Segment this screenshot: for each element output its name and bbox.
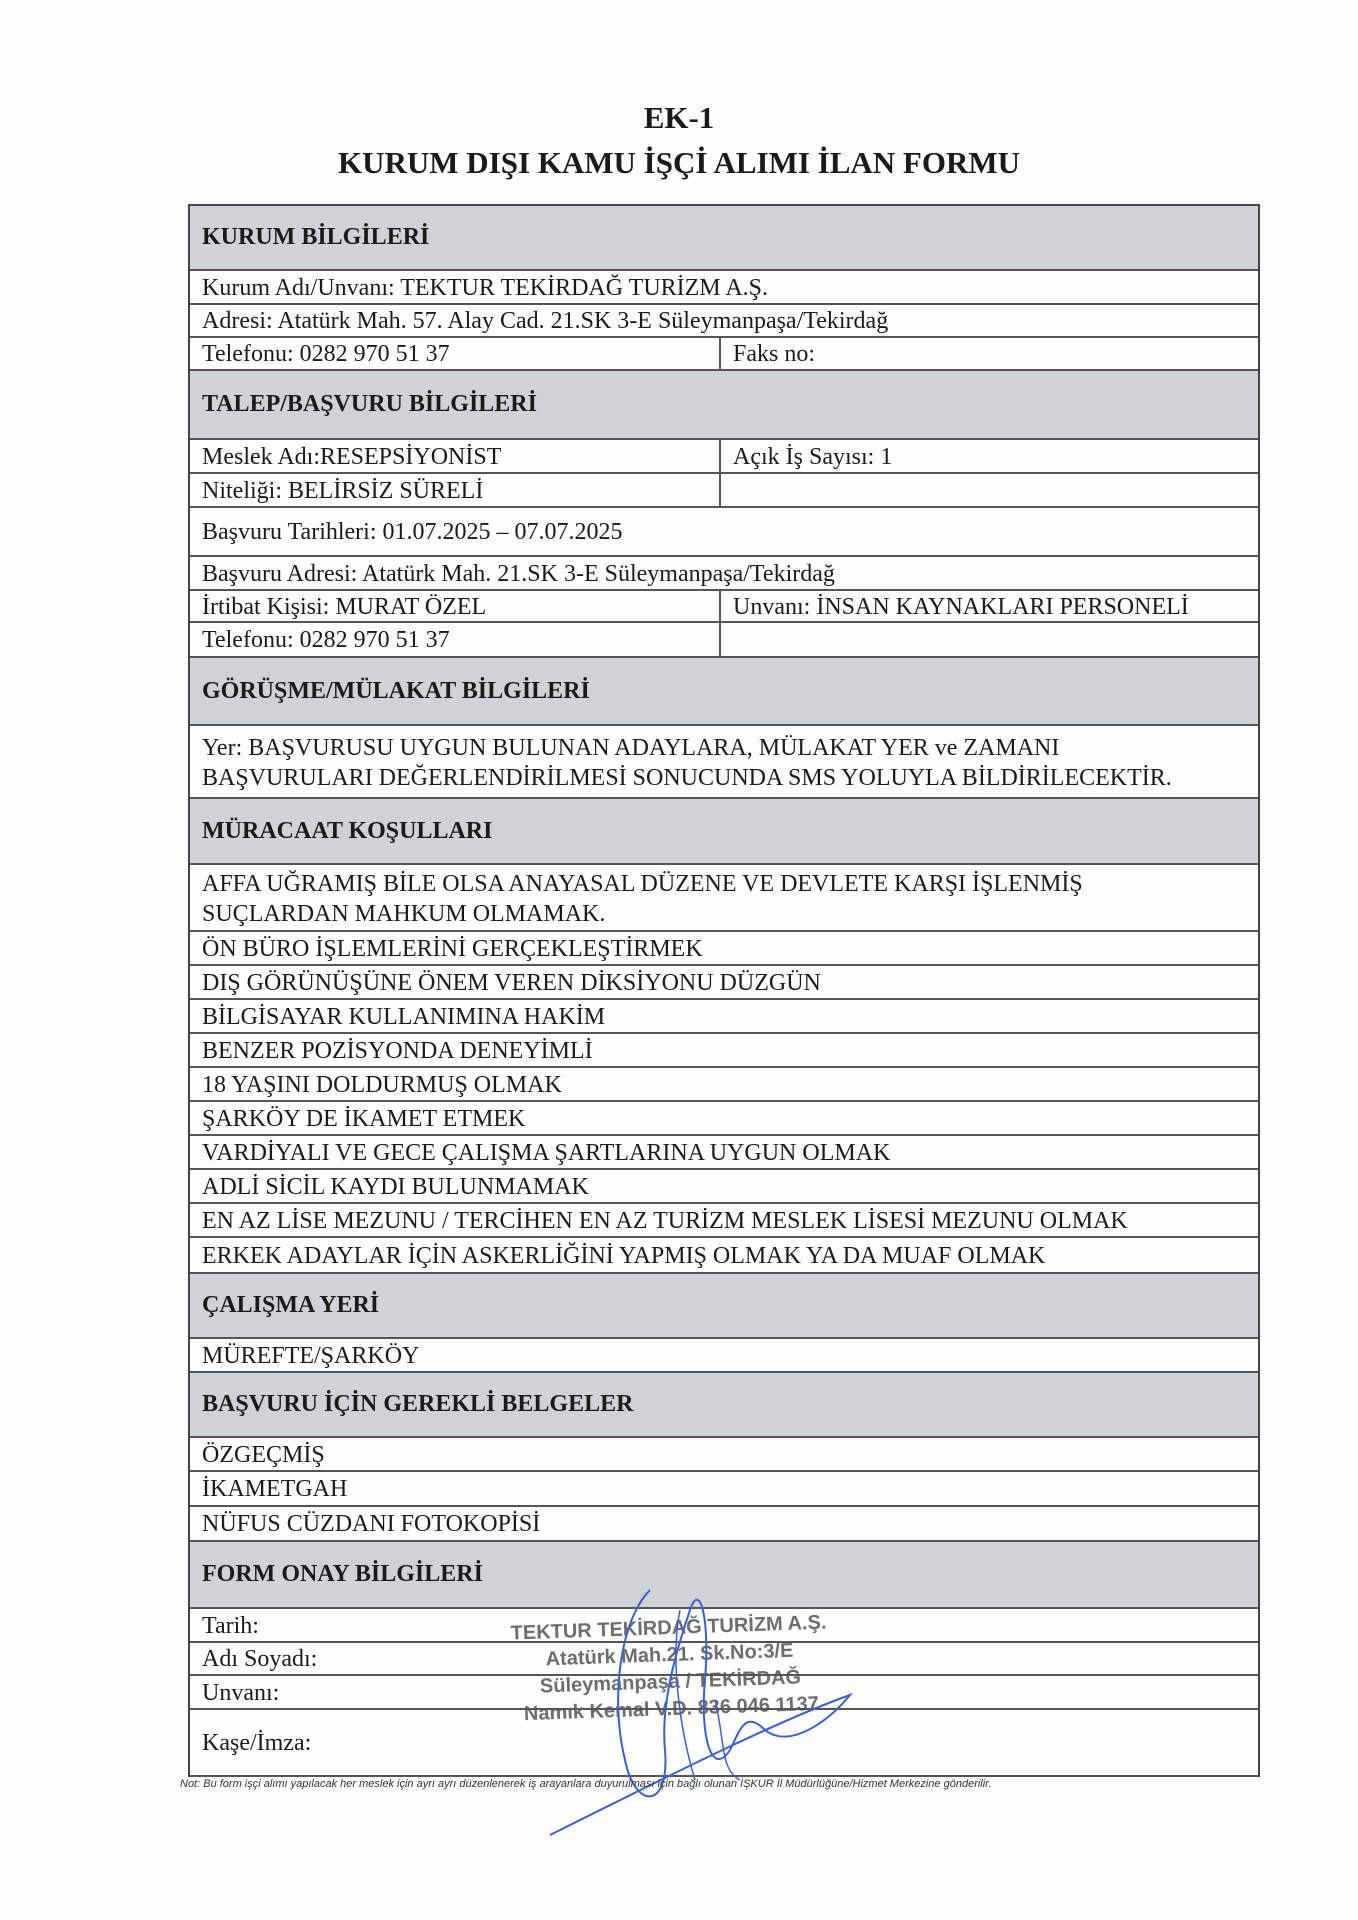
doc-code: EK-1 <box>643 100 715 135</box>
muracaat-item: BENZER POZİSYONDA DENEYİMLİ <box>202 1037 593 1064</box>
niteligi: Niteliği: BELİRSİZ SÜRELİ <box>190 474 721 506</box>
belge-item: NÜFUS CÜZDANI FOTOKOPİSİ <box>202 1511 541 1537</box>
muracaat-line-2: SUÇLARDAN MAHKUM OLMAMAK. <box>202 900 606 927</box>
stamp-line: Namık Kemal V.D. 836 046 1137 <box>523 1692 820 1726</box>
kurum-adres: Adresi: Atatürk Mah. 57. Alay Cad. 21.SK 3-E Süleymanpaşa/Tekirdağ <box>202 308 889 334</box>
muracaat-item: ÖN BÜRO İŞLEMLERİNİ GERÇEKLEŞTİRMEK <box>202 935 703 962</box>
form-table <box>188 204 1260 1777</box>
section-calisma: ÇALIŞMA YERİ <box>190 1274 1258 1339</box>
signature-icon <box>530 1580 870 1840</box>
doc-title: KURUM DIŞI KAMU İŞÇİ ALIMI İLAN FORMU <box>337 145 1021 180</box>
acik-is-sayisi: Açık İş Sayısı: 1 <box>733 443 893 470</box>
gorusme-yer <box>190 726 1258 797</box>
onay-tarih: Tarih: <box>202 1612 259 1639</box>
kurum-telefon: Telefonu: 0282 970 51 37 <box>190 338 721 369</box>
stamp-line: TEKTUR TEKİRDAĞ TURİZM A.Ş. <box>510 1611 827 1645</box>
basvuru-tarihleri: Başvuru Tarihleri: 01.07.2025 – 07.07.2025 <box>202 519 623 545</box>
muracaat-item: ERKEK ADAYLAR İÇİN ASKERLİĞİNİ YAPMIŞ OLMAK YA DA MUAF OLMAK <box>202 1242 1046 1269</box>
kurum-faks: Faks no: <box>733 341 816 367</box>
irtibat-unvan: Unvanı: İNSAN KAYNAKLARI PERSONELİ <box>733 593 1189 620</box>
gorusme-line-1: Yer: BAŞVURUSU UYGUN BULUNAN ADAYLARA, MÜLAKAT YER ve ZAMANI <box>202 734 1060 761</box>
section-onay: FORM ONAY BİLGİLERİ <box>190 1542 1258 1609</box>
muracaat-item: DIŞ GÖRÜNÜŞÜNE ÖNEM VEREN DİKSİYONU DÜZGÜN <box>202 969 821 996</box>
muracaat-item: VARDİYALI VE GECE ÇALIŞMA ŞARTLARINA UYGUN OLMAK <box>202 1139 891 1166</box>
onay-kase-imza: Kaşe/İmza: <box>202 1730 312 1756</box>
onay-adi-soyadi: Adı Soyadı: <box>202 1646 318 1672</box>
section-muracaat: MÜRACAAT KOŞULLARI <box>190 799 1258 865</box>
belge-item: İKAMETGAH <box>202 1476 348 1502</box>
meslek-adi: Meslek Adı:RESEPSİYONİST <box>190 440 721 472</box>
irtibat-telefon: Telefonu: 0282 970 51 37 <box>190 623 721 656</box>
muracaat-item: ŞARKÖY DE İKAMET ETMEK <box>202 1105 526 1132</box>
irtibat-kisisi: İrtibat Kişisi: MURAT ÖZEL <box>190 591 721 621</box>
muracaat-item: 18 YAŞINI DOLDURMUŞ OLMAK <box>202 1071 562 1098</box>
kurum-adi: Kurum Adı/Unvanı: TEKTUR TEKİRDAĞ TURİZM A.Ş. <box>202 274 769 301</box>
gorusme-line-2: BAŞVURULARI DEĞERLENDİRİLMESİ SONUCUNDA SMS YOLUYLA BİLDİRİLECEKTİR. <box>202 764 1172 791</box>
muracaat-line-1: AFFA UĞRAMIŞ BİLE OLSA ANAYASAL DÜZENE VE DEVLETE KARŞI İŞLENMİŞ <box>202 870 1083 897</box>
belge-item: ÖZGEÇMİŞ <box>202 1441 325 1468</box>
muracaat-item: ADLİ SİCİL KAYDI BULUNMAMAK <box>202 1173 589 1200</box>
section-belgeler: BAŞVURU İÇİN GEREKLİ BELGELER <box>190 1373 1258 1438</box>
stamp-line: Atatürk Mah.21. Sk.No:3/E <box>545 1639 794 1671</box>
muracaat-item: BİLGİSAYAR KULLANIMINA HAKİM <box>202 1003 606 1030</box>
stamp-line: Süleymanpaşa / TEKİRDAĞ <box>539 1666 802 1698</box>
calisma-yeri: MÜREFTE/ŞARKÖY <box>202 1342 420 1369</box>
muracaat-item <box>190 865 1258 930</box>
onay-unvan: Unvanı: <box>202 1679 280 1706</box>
section-gorusme: GÖRÜŞME/MÜLAKAT BİLGİLERİ <box>190 658 1258 726</box>
basvuru-adresi: Başvuru Adresi: Atatürk Mah. 21.SK 3-E Süleymanpaşa/Tekirdağ <box>202 560 835 587</box>
section-kurum: KURUM BİLGİLERİ <box>190 206 1258 271</box>
muracaat-item: EN AZ LİSE MEZUNU / TERCİHEN EN AZ TURİZM MESLEK LİSESİ MEZUNU OLMAK <box>202 1207 1128 1234</box>
section-talep: TALEP/BAŞVURU BİLGİLERİ <box>190 371 1258 440</box>
footer-note: Not: Bu form işçi alımı yapılacak her meslek için ayrı ayrı düzenlenerek iş arayanlara duyurulması için bağlı olunan İŞKUR İl Müdürlüğüne/Hizmet Merkezine gönderilir. <box>180 1778 992 1790</box>
